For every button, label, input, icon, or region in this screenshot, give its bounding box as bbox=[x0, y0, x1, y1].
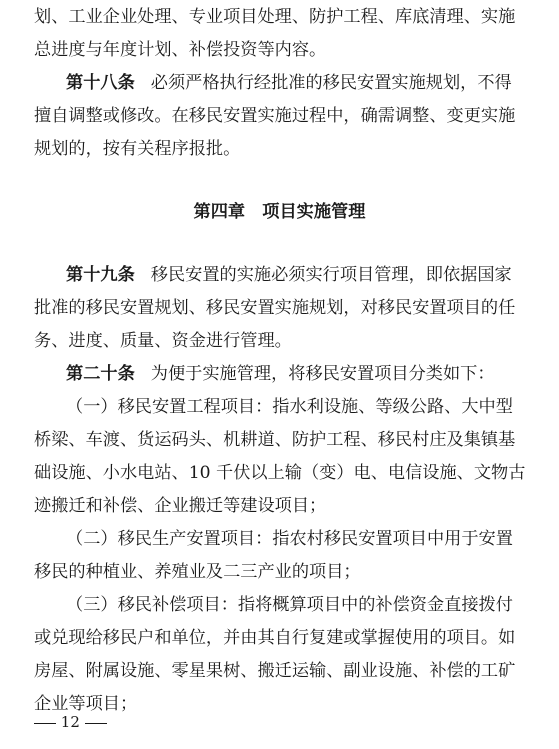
text-line: 迹搬迁和补偿、企业搬迁等建设项目； bbox=[34, 496, 327, 516]
article-18-label: 第十八条 bbox=[66, 73, 135, 93]
article-18-paragraph bbox=[66, 72, 526, 94]
article-20-text: 为便于实施管理，将移民安置项目分类如下： bbox=[150, 364, 495, 384]
text-line: 规划的，按有关程序报批。 bbox=[34, 139, 241, 159]
page-number-value: 12 bbox=[60, 713, 80, 731]
text-line: 或兑现给移民户和单位，并由其自行复建或掌握使用的项目。如 bbox=[34, 628, 516, 648]
page-number-dash-left bbox=[34, 723, 56, 724]
text-line: （二）移民生产安置项目：指农村移民安置项目中用于安置 bbox=[66, 529, 513, 549]
text-line: 房屋、附属设施、零星果树、搬迁运输、副业设施、补偿的工矿 bbox=[34, 661, 516, 681]
text-line: 擅自调整或修改。在移民安置实施过程中，确需调整、变更实施 bbox=[34, 106, 516, 126]
text-line: 批准的移民安置规划、移民安置实施规划，对移民安置项目的任 bbox=[34, 298, 516, 318]
text-line: （三）移民补偿项目：指将概算项目中的补偿资金直接拨付 bbox=[66, 595, 513, 615]
text-line: 务、进度、质量、资金进行管理。 bbox=[34, 331, 292, 351]
text-line: 总进度与年度计划、补偿投资等内容。 bbox=[34, 40, 327, 60]
text-line: 企业等项目； bbox=[34, 694, 138, 714]
text-line: 础设施、小水电站、10 千伏以上输（变）电、电信设施、文物古 bbox=[34, 463, 526, 483]
article-20-label: 第二十条 bbox=[66, 364, 135, 384]
page-number-dash-right bbox=[85, 723, 107, 724]
article-19-text: 移民安置的实施必须实行项目管理，即依据国家 bbox=[150, 265, 512, 285]
chapter-title: 第四章 项目实施管理 bbox=[193, 202, 366, 222]
article-20-paragraph bbox=[66, 363, 526, 385]
article-18-text: 必须严格执行经批准的移民安置实施规划，不得 bbox=[150, 73, 512, 93]
article-19-label: 第十九条 bbox=[66, 265, 135, 285]
page-number bbox=[34, 712, 107, 732]
text-line: 移民的种植业、养殖业及二三产业的项目； bbox=[34, 562, 361, 582]
text-line: 划、工业企业处理、专业项目处理、防护工程、库底清理、实施 bbox=[34, 7, 516, 27]
text-line: （一）移民安置工程项目：指水利设施、等级公路、大中型 bbox=[66, 397, 513, 417]
article-19-paragraph bbox=[66, 264, 526, 286]
text-line: 桥梁、车渡、货运码头、机耕道、防护工程、移民村庄及集镇基 bbox=[34, 430, 516, 450]
